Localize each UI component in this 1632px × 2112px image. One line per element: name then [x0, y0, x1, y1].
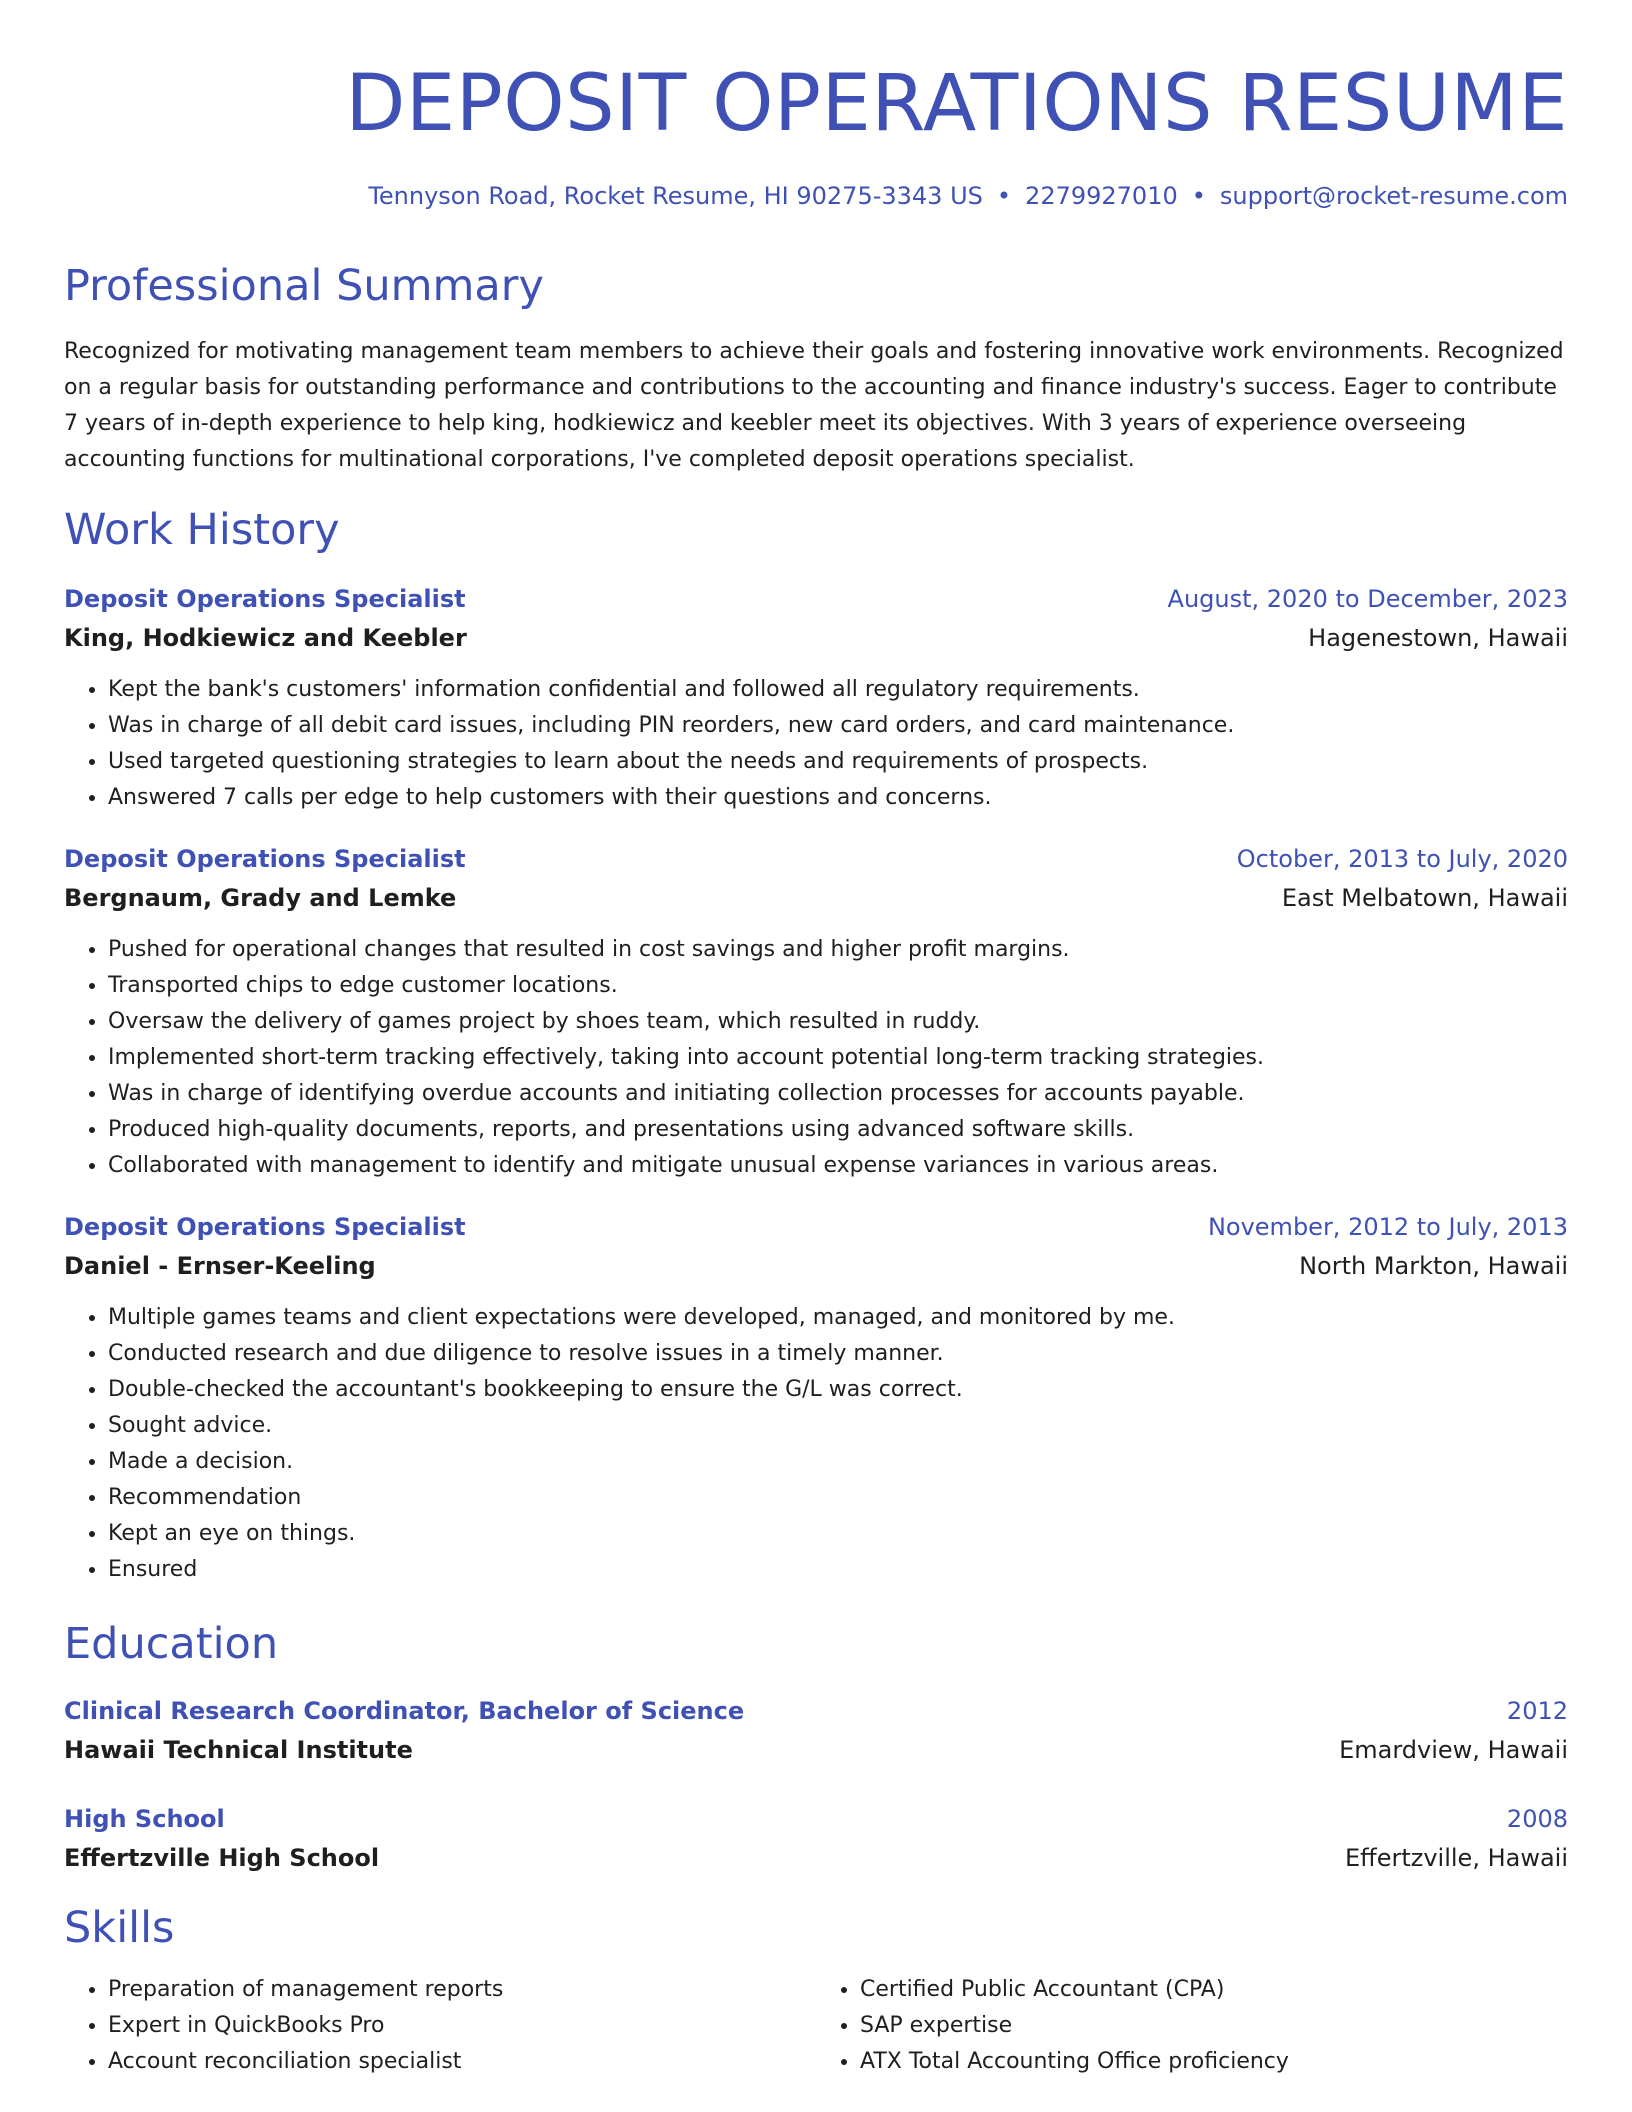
list-item: • Multiple games teams and client expectations were developed, managed, and monitored by me.: [108, 1300, 1568, 1336]
list-item: • ATX Total Accounting Office proficiency: [860, 2044, 1568, 2080]
summary-text: Recognized for motivating management team members to achieve their goals and fostering innovative work environments. Recognized on a regular basis for outstanding performance and contributions to the accounting and finance industry's success. Eager to contribute 7 years of in-depth experience to help king, hodkiewicz and keebler meet its objectives. With 3 years of experience overseeing accounting functions for multinational corporations, I've completed deposit operations specialist.: [64, 339, 1564, 472]
list-item: • Oversaw the delivery of games project by shoes team, which resulted in ruddy.: [108, 1004, 1568, 1040]
summary-heading: Professional Summary: [64, 261, 544, 311]
education-school: Effertzville High School: [64, 1844, 380, 1872]
job-title: Deposit Operations Specialist: [64, 1213, 466, 1241]
job-bullets: [64, 672, 1568, 816]
list-item: • Conducted research and due diligence to resolve issues in a timely manner.: [108, 1336, 1568, 1372]
job-title: Deposit Operations Specialist: [64, 585, 466, 613]
job-dates: November, 2012 to July, 2013: [1207, 1213, 1568, 1241]
education-section: [64, 1618, 1568, 1878]
list-item: • Sought advice.: [108, 1408, 1568, 1444]
job-bullets: [64, 932, 1568, 1184]
list-item: • Transported chips to edge customer locations.: [108, 968, 1568, 1004]
skills-list-right: [816, 1972, 1568, 2080]
education-year: 2008: [1506, 1805, 1568, 1833]
job-location: Hagenestown, Hawaii: [1308, 624, 1568, 652]
list-item: • Pushed for operational changes that resulted in cost savings and higher profit margins.: [108, 932, 1568, 968]
skills-list-left: [64, 1972, 816, 2080]
job-location: North Markton, Hawaii: [1299, 1252, 1568, 1280]
education-location: Effertzville, Hawaii: [1345, 1844, 1568, 1872]
list-item: • Produced high-quality documents, reports, and presentations using advanced software skills.: [108, 1112, 1568, 1148]
work-history-heading: Work History: [64, 505, 340, 555]
list-item: • Answered 7 calls per edge to help customers with their questions and concerns.: [108, 780, 1568, 816]
job-company: Bergnaum, Grady and Lemke: [64, 884, 457, 912]
job-dates: August, 2020 to December, 2023: [1167, 585, 1568, 613]
list-item: • SAP expertise: [860, 2008, 1568, 2044]
contact-separator: •: [996, 182, 1012, 210]
education-school: Hawaii Technical Institute: [64, 1736, 413, 1764]
contact-address: Tennyson Road, Rocket Resume, HI 90275-3343 US: [368, 182, 983, 210]
list-item: • Double-checked the accountant's bookkeeping to ensure the G/L was correct.: [108, 1372, 1568, 1408]
contact-separator: •: [1191, 182, 1206, 210]
skills-section: [64, 1902, 1568, 2080]
list-item: • Collaborated with management to identify and mitigate unusual expense variances in various areas.: [108, 1148, 1568, 1184]
contact-line: [64, 182, 1568, 210]
list-item: • Kept the bank's customers' information confidential and followed all regulatory requirements.: [108, 672, 1568, 708]
education-entry: [64, 1692, 1568, 1770]
list-item: • Used targeted questioning strategies to learn about the needs and requirements of prospects.: [108, 744, 1568, 780]
education-degree: Clinical Research Coordinator, Bachelor of Science: [64, 1697, 745, 1725]
job-bullets: [64, 1300, 1568, 1588]
list-item: • Made a decision.: [108, 1444, 1568, 1480]
job-location: East Melbatown, Hawaii: [1281, 884, 1568, 912]
job-title: Deposit Operations Specialist: [64, 845, 466, 873]
education-year: 2012: [1506, 1697, 1568, 1725]
job-dates: October, 2013 to July, 2020: [1236, 845, 1568, 873]
education-heading: Education: [64, 1619, 279, 1669]
job-entry: [64, 1208, 1568, 1588]
education-degree: High School: [64, 1805, 225, 1833]
education-location: Emardview, Hawaii: [1339, 1736, 1568, 1764]
summary-section: [64, 260, 1568, 478]
list-item: • Implemented short-term tracking effectively, taking into account potential long-term tracking strategies.: [108, 1040, 1568, 1076]
list-item: • Kept an eye on things.: [108, 1516, 1568, 1552]
list-item: • Was in charge of identifying overdue accounts and initiating collection processes for accounts payable.: [108, 1076, 1568, 1112]
skills-heading: Skills: [64, 1903, 175, 1953]
job-company: King, Hodkiewicz and Keebler: [64, 624, 467, 652]
education-entry: [64, 1800, 1568, 1878]
job-entry: [64, 580, 1568, 816]
contact-phone: 2279927010: [1025, 182, 1178, 210]
list-item: • Recommendation: [108, 1480, 1568, 1516]
list-item: • Ensured: [108, 1552, 1568, 1588]
contact-email: support@rocket-resume.com: [1219, 182, 1568, 210]
list-item: • Account reconciliation specialist: [108, 2044, 816, 2080]
list-item: • Certified Public Accountant (CPA): [860, 1972, 1568, 2008]
resume-title: DEPOSIT OPERATIONS RESUME: [345, 59, 1568, 149]
list-item: • Preparation of management reports: [108, 1972, 816, 2008]
list-item: • Was in charge of all debit card issues, including PIN reorders, new card orders, and card maintenance.: [108, 708, 1568, 744]
list-item: • Expert in QuickBooks Pro: [108, 2008, 816, 2044]
job-company: Daniel - Ernser-Keeling: [64, 1252, 376, 1280]
job-entry: [64, 840, 1568, 1184]
skills-columns: [64, 1972, 1568, 2080]
work-history-section: [64, 504, 1568, 1588]
